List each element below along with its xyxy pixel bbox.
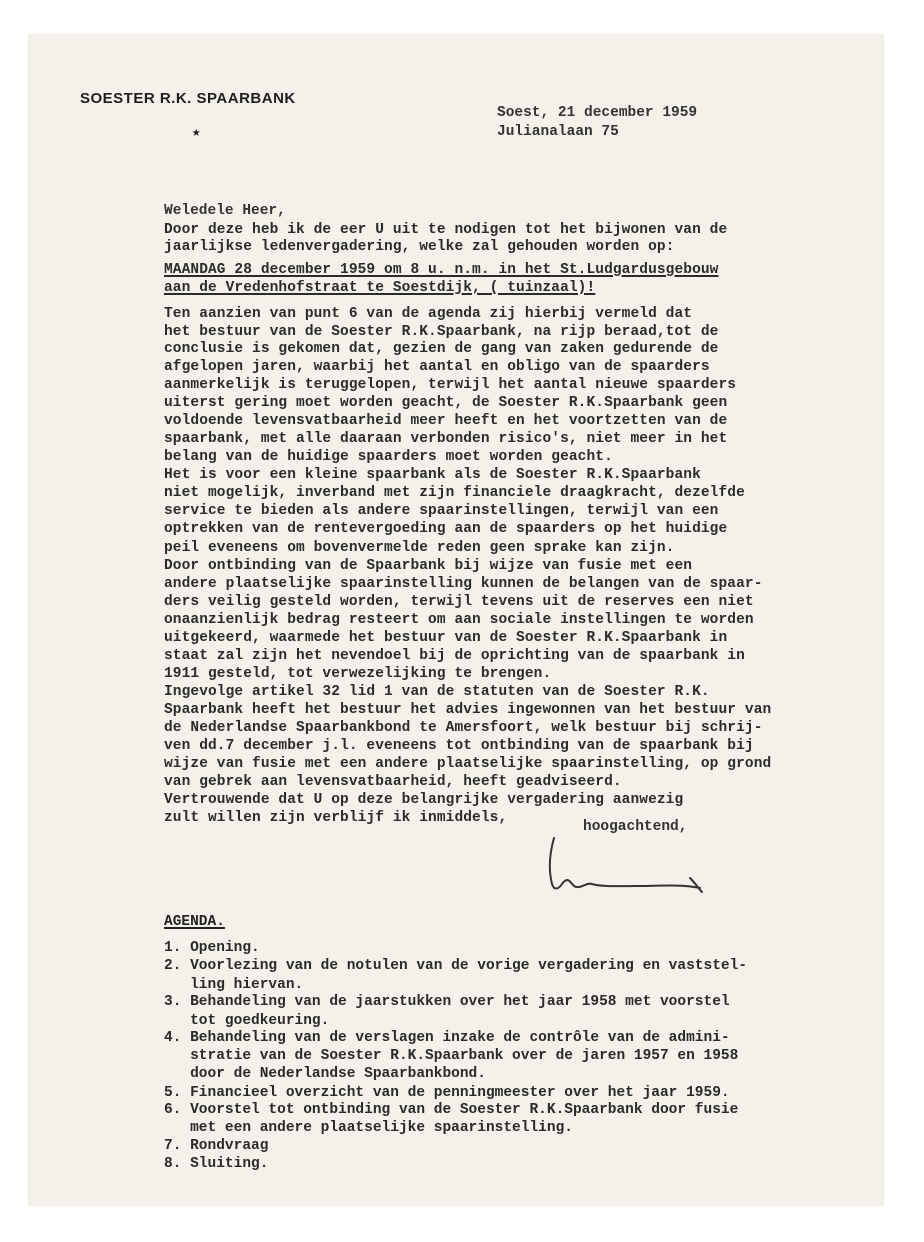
body-line: niet mogelijk, inverband met zijn financiele draagkracht, dezelfde — [164, 485, 745, 501]
body-line: conclusie is gekomen dat, gezien de gang van zaken gedurende de — [164, 341, 719, 357]
signature — [540, 832, 720, 902]
body-line: Door deze heb ik de eer U uit te nodigen tot het bijwonen van de — [164, 222, 728, 238]
agenda-item: 8. Sluiting. — [164, 1156, 269, 1172]
body-line: Vertrouwende dat U op deze belangrijke vergadering aanwezig — [164, 792, 684, 808]
agenda-item: tot goedkeuring. — [164, 1013, 330, 1029]
body-line: belang van de huidige spaarders moet worden geacht. — [164, 449, 613, 465]
body-line: Door ontbinding van de Spaarbank bij wijze van fusie met een — [164, 558, 693, 574]
body-line: spaarbank, met alle daaraan verbonden risico's, niet meer in het — [164, 431, 728, 447]
body-line: Het is voor een kleine spaarbank als de Soester R.K.Spaarbank — [164, 467, 701, 483]
bullet-mark: ★ — [192, 125, 201, 141]
body-line: staat zal zijn het nevendoel bij de oprichting van de spaarbank in — [164, 648, 745, 664]
body-line: 1911 gesteld, tot verwezelijking te brengen. — [164, 666, 552, 682]
body-line: aanmerkelijk is teruggelopen, terwijl het aantal nieuwe spaarders — [164, 377, 737, 393]
agenda-title: AGENDA. — [164, 914, 225, 930]
agenda-item: 7. Rondvraag — [164, 1138, 269, 1154]
agenda-item: 6. Voorstel tot ontbinding van de Soester R.K.Spaarbank door fusie — [164, 1102, 739, 1118]
body-line: Spaarbank heeft het bestuur het advies ingewonnen van het bestuur van — [164, 702, 772, 718]
agenda-item: 2. Voorlezing van de notulen van de vorige vergadering en vaststel- — [164, 958, 747, 974]
letterhead: SOESTER R.K. SPAARBANK — [80, 90, 296, 107]
body-line: peil eveneens om bovenvermelde reden geen sprake kan zijn. — [164, 540, 675, 556]
body-line: ven dd.7 december j.l. eveneens tot ontbinding van de spaarbank bij — [164, 738, 754, 754]
agenda-item: ling hiervan. — [164, 977, 304, 993]
body-line: aan de Vredenhofstraat te Soestdijk, ( tuinzaal)! — [164, 280, 596, 296]
agenda-item: 3. Behandeling van de jaarstukken over het jaar 1958 met voorstel — [164, 994, 730, 1010]
body-line: zult willen zijn verblijf ik inmiddels, — [164, 810, 508, 826]
body-line: het bestuur van de Soester R.K.Spaarbank, na rijp beraad,tot de — [164, 324, 719, 340]
agenda-item: 5. Financieel overzicht van de penningmeester over het jaar 1959. — [164, 1085, 730, 1101]
body-line: afgelopen jaren, waarbij het aantal en obligo van de spaarders — [164, 359, 710, 375]
agenda-item: stratie van de Soester R.K.Spaarbank over de jaren 1957 en 1958 — [164, 1048, 739, 1064]
body-line: jaarlijkse ledenvergadering, welke zal gehouden worden op: — [164, 239, 675, 255]
date-line: Soest, 21 december 1959 — [497, 105, 698, 121]
body-line: Ingevolge artikel 32 lid 1 van de statuten van de Soester R.K. — [164, 684, 710, 700]
address-line: Julianalaan 75 — [497, 124, 619, 140]
greeting: Weledele Heer, — [164, 203, 286, 219]
agenda-item: 4. Behandeling van de verslagen inzake de contrôle van de admini- — [164, 1030, 730, 1046]
body-line: onaanzienlijk bedrag resteert om aan sociale instellingen te worden — [164, 612, 754, 628]
agenda-item: 1. Opening. — [164, 940, 260, 956]
body-line: wijze van fusie met een andere plaatselijke spaarinstelling, op grond — [164, 756, 772, 772]
agenda-item: door de Nederlandse Spaarbankbond. — [164, 1066, 486, 1082]
body-line: Ten aanzien van punt 6 van de agenda zij hierbij vermeld dat — [164, 306, 693, 322]
body-line: optrekken van de rentevergoeding aan de spaarders op het huidige — [164, 521, 728, 537]
body-line: uitgekeerd, waarmede het bestuur van de Soester R.K.Spaarbank in — [164, 630, 728, 646]
body-line: service te bieden als andere spaarinstellingen, terwijl van een — [164, 503, 719, 519]
body-line: uiterst gering moet worden geacht, de Soester R.K.Spaarbank geen — [164, 395, 728, 411]
agenda-item: met een andere plaatselijke spaarinstelling. — [164, 1120, 573, 1136]
body-line: voldoende levensvatbaarheid meer heeft en het voortzetten van de — [164, 413, 728, 429]
body-line: ders veilig gesteld worden, terwijl tevens uit de reserves een niet — [164, 594, 754, 610]
body-line: andere plaatselijke spaarinstelling kunnen de belangen van de spaar- — [164, 576, 763, 592]
closing: hoogachtend, — [583, 819, 688, 835]
body-line: de Nederlandse Spaarbankbond te Amersfoort, welk bestuur bij schrij- — [164, 720, 763, 736]
body-line: van gebrek aan levensvatbaarheid, heeft geadviseerd. — [164, 774, 622, 790]
body-line: MAANDAG 28 december 1959 om 8 u. n.m. in het St.Ludgardusgebouw — [164, 262, 719, 278]
